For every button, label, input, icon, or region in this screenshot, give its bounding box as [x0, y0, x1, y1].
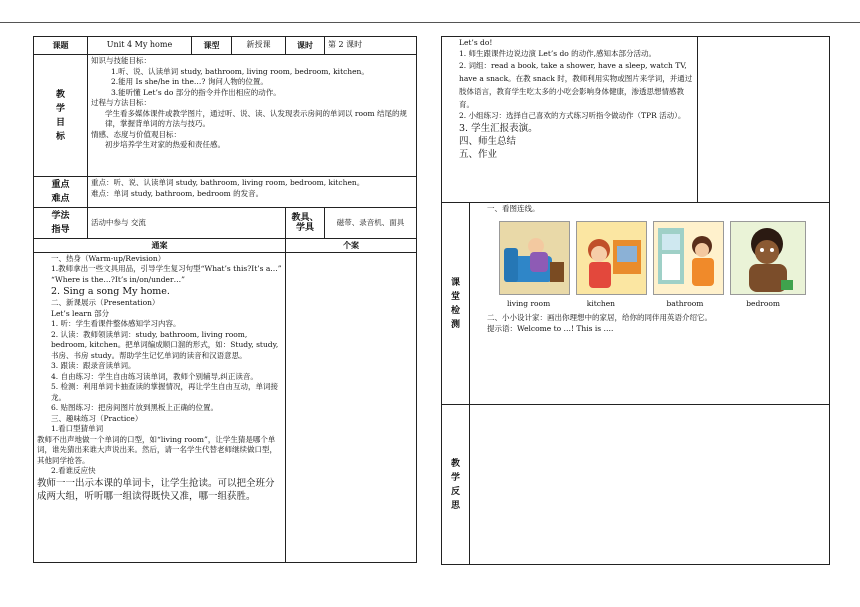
individual-plan-label: 个案 [286, 239, 417, 253]
lesson-plan-left [33, 36, 417, 563]
living-room-picture [499, 221, 570, 295]
top-rule [0, 22, 860, 23]
key-points-content: 重点：听、说、认读单词 study, bathroom, living room, bedroom, kitchen。 难点：单词 study, bathroom, bedroom 的发音。 [88, 177, 417, 208]
method-value: 活动中参与 交流 [88, 208, 286, 239]
right-top-blank [698, 37, 830, 203]
caption-kitchen: kitchen [586, 298, 616, 308]
assessment-content: 一、看图连线。 living room kitchen bathroom bedroom 二、小小设计家：画出你理想中的家居，给你的同伴用英语介绍它。 提示语：Welcome to …! This is …. [470, 203, 830, 405]
room-pictures [499, 221, 826, 295]
type-label: 课型 [192, 37, 232, 55]
picture-captions [507, 299, 826, 310]
lets-do-content: Let’s do! 1. 师生跟课件边说边演 Let’s do 的动作,感知本部分活动。 2. 词组：read a book, take a shower, have a sleep, watch TV, have a snack。在教 snack 时，教师利用实物或图片来学词，并通过肢体语言，教育学生吃太多的小吃会影响身体健康，渗透思想情感教育。 2. 小组练习：选择自己喜欢的方式练习听指令做动作（TPR 活动）。 3. 学生汇报表演。 四、师生总结 五、作业 [442, 37, 698, 203]
objectives-content: 知识与技能目标： 1.听、说、认读单词 study, bathroom, living room, bedroom, kitchen。 2.能用 Is she/he in the…? 询问人物的位置。 3.能听懂 Let’s do 部分的指令并作出相应的动作。 过程与方法目标： 学生看多媒体课件或教学图片，通过听、说、读、认发现表示房间的单词以 room 结尾的规律，掌握背单词的方法与技巧。 情感、态度与价值观目标： 初步培养学生对家的热爱和责任感。 [88, 55, 417, 177]
key-points-label: 重点难点 [34, 177, 88, 208]
lesson-plan-right [441, 36, 830, 565]
method-label: 学法指导 [34, 208, 88, 239]
bathroom-picture [653, 221, 724, 295]
common-plan-content: 一、热身（Warm-up/Revision） 1.教师拿出一些文具用品，引导学生复习句型“What’s this?It’s a…” “Where is the…?It’s in/on/under…” 2. Sing a song My home. 二、新课展示（Presentation） Let’s learn 部分 1. 听：学生看课件整体感知学习内容。 2. 认读：教师领读单词：study, bathroom, living room, bedroom, kitchen。把单词编成顺口溜的形式，如：Study, study, 书房、书房 study。帮助学生记忆单词的读音和汉语意思。 3. 跟读：跟录音读单词。 4. 自由练习：学生自由练习读单词，教师个别辅导,纠正读音。 5. 检测：利用单词卡抽查读的掌握情况，再让学生自由互动，单词接龙。 6. 贴图练习：把房间图片放到黑板上正确的位置。 三、趣味练习（Practice） 1.看口型猜单词 教师不出声地做一个单词的口型，如“living room”，让学生猜是哪个单词，谁先猜出来谁大声说出来。然后，请一名学生代替老师继续做口型，其他同学抢答。 2.看谁反应快 教师一一出示本课的单词卡，让学生抢读。可以把全班分成两大组，听听哪一组读得既快又准，哪一组获胜。 [34, 252, 286, 562]
kitchen-picture [576, 221, 647, 295]
bedroom-picture [730, 221, 806, 295]
tools-value: 磁带、录音机、面具 [325, 208, 417, 239]
caption-bathroom: bathroom [666, 298, 704, 308]
caption-living-room: living room [507, 298, 551, 308]
topic-label: 课题 [34, 37, 88, 55]
type-value: 新授课 [232, 37, 286, 55]
topic-value: Unit 4 My home [88, 37, 192, 55]
caption-bedroom: bedroom [746, 298, 781, 308]
reflection-content [470, 405, 830, 565]
tools-label: 教具、学具 [286, 208, 325, 239]
assessment-label: 课堂检测 [442, 203, 470, 405]
period-value: 第 2 课时 [325, 37, 417, 55]
objectives-label: 教学目标 [34, 55, 88, 177]
common-plan-label: 通案 [34, 239, 286, 253]
period-label: 课时 [286, 37, 325, 55]
reflection-label: 教学反思 [442, 405, 470, 565]
individual-plan-content [286, 252, 417, 562]
